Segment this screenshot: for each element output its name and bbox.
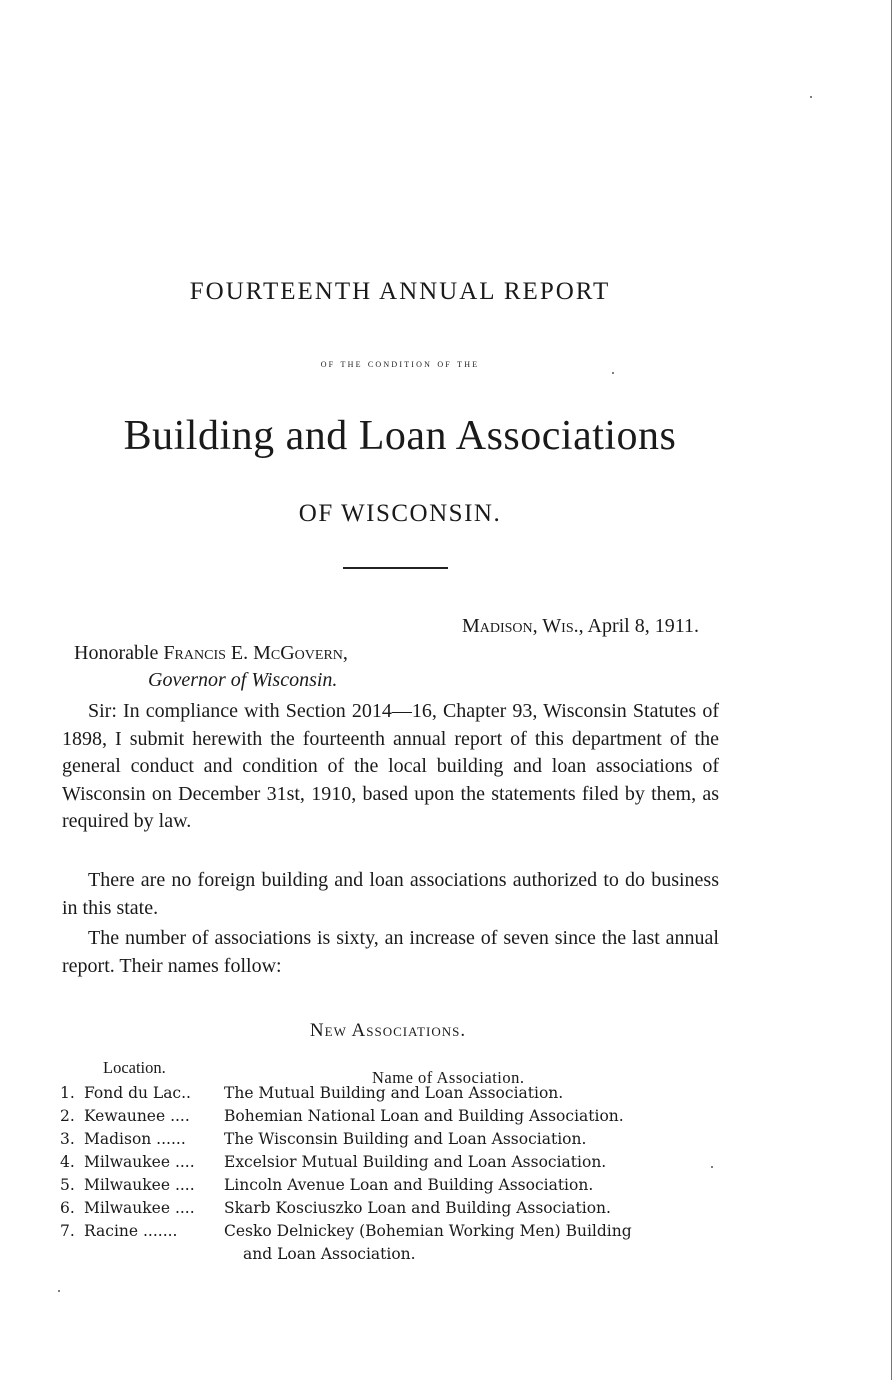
item-name: The Mutual Building and Loan Association.: [224, 1084, 564, 1102]
item-number: 4.: [60, 1153, 75, 1171]
item-name: Lincoln Avenue Loan and Building Association.: [224, 1176, 594, 1194]
scan-speck: [810, 96, 812, 98]
item-number: 2.: [60, 1107, 75, 1125]
item-name: Cesko Delnickey (Bohemian Working Men) Building: [224, 1222, 632, 1240]
item-name: Excelsior Mutual Building and Loan Association.: [224, 1153, 607, 1171]
addressee-line: [74, 642, 348, 665]
scan-speck: [612, 372, 614, 374]
item-number: 1.: [60, 1084, 75, 1102]
dateline: [462, 615, 699, 638]
title-rule: [343, 567, 448, 569]
scan-speck: [58, 1290, 60, 1292]
association-list: [60, 1082, 720, 1266]
list-item: [60, 1128, 720, 1151]
addressee-title: Governor of Wisconsin.: [148, 669, 338, 691]
list-item: [60, 1082, 720, 1105]
item-name: Bohemian National Loan and Building Association.: [224, 1107, 624, 1125]
list-item-continuation: and Loan Association.: [243, 1245, 416, 1263]
item-number: 7.: [60, 1222, 75, 1240]
item-location: Madison ......: [84, 1130, 186, 1148]
body-paragraph: Sir: In compliance with Section 2014—16, Chapter 93, Wisconsin Statutes of 1898, I submit herewith the fourteenth annual report of this department of the general conduct and condition of the local building and loan associations of Wisconsin on December 31st, 1910, based upon the statements filed by them, as required by law.: [62, 700, 719, 833]
item-location: Milwaukee ....: [84, 1199, 195, 1217]
report-state: OF WISCONSIN.: [298, 500, 502, 527]
dateline-place: Madison, Wis.,: [461, 615, 584, 637]
list-item: [60, 1197, 720, 1220]
page-edge-line: [891, 0, 892, 1380]
item-location: Milwaukee ....: [84, 1153, 195, 1171]
section-heading: New Associations.: [309, 1020, 467, 1041]
item-name: Skarb Kosciuszko Loan and Building Association.: [224, 1199, 611, 1217]
report-subtitle: of the condition of the: [320, 356, 480, 370]
honorific: Honorable: [74, 642, 159, 664]
item-location: Fond du Lac..: [84, 1084, 191, 1102]
item-number: 3.: [60, 1130, 75, 1148]
item-name: The Wisconsin Building and Loan Association.: [224, 1130, 587, 1148]
body-paragraph: There are no foreign building and loan associations authorized to do business in this state.: [62, 869, 719, 919]
dateline-date: April 8, 1911.: [587, 615, 699, 637]
list-item: [60, 1105, 720, 1128]
column-header-name: Name of Association.: [372, 1068, 525, 1087]
addressee-name: Francis E. McGovern,: [163, 642, 348, 664]
body-paragraph: The number of associations is sixty, an increase of seven since the last annual report. Their names follow:: [62, 927, 719, 977]
list-item: [60, 1174, 720, 1197]
list-item: [60, 1151, 720, 1174]
item-number: 6.: [60, 1199, 75, 1217]
report-title: FOURTEENTH ANNUAL REPORT: [189, 278, 611, 305]
item-location: Milwaukee ....: [84, 1176, 195, 1194]
report-main-title: Building and Loan Associations: [123, 413, 677, 459]
item-location: Racine .......: [84, 1222, 178, 1240]
list-item: [60, 1220, 720, 1243]
item-location: Kewaunee ....: [84, 1107, 190, 1125]
item-number: 5.: [60, 1176, 75, 1194]
column-header-location: Location.: [103, 1058, 166, 1077]
